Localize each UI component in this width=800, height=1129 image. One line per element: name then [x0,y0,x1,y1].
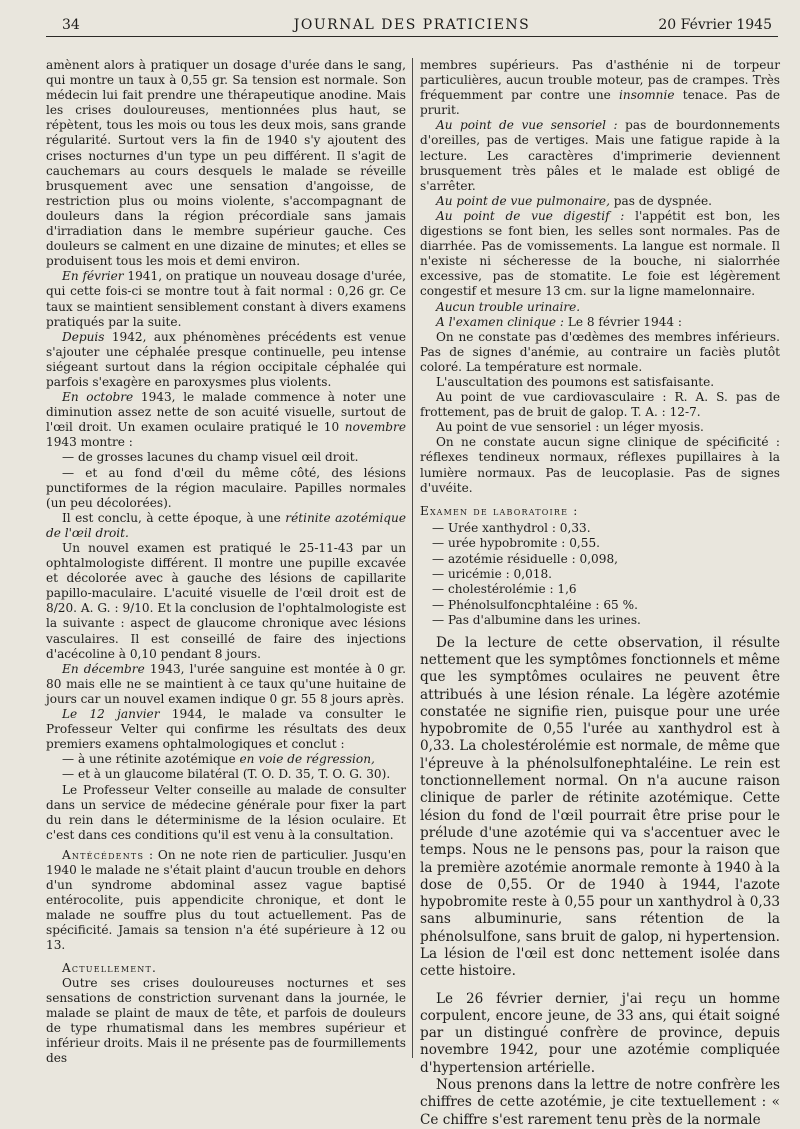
paragraph: Le Professeur Velter conseille au malade de consulter dans un service de médecine générale pour fixer la part du rein dans le déterminisme de la lésion oculaire. Et c'est dans ces conditions qu'il est venu à la consultation. [46,782,406,842]
paragraph [46,390,406,450]
date-lead: En octobre [62,390,134,405]
paragraph: Au point de vue cardiovasculaire : R. A. S. pas de frottement, pas de bruit de galop. T. A. : 12-7. [420,390,780,420]
list-item: — et au fond d'œil du même côté, des lésions punctiformes de la région maculaire. Papilles normales (un peu décolorées). [46,465,406,510]
paragraph-text: 1941, on pratique un nouveau dosage d'urée, qui cette fois-ci se montre tout à fait normal : 0,26 gr. Ce taux se maintient sensiblement constant à divers examens pratiqués par la suite. [46,269,407,329]
list-item: — et à un glaucome bilatéral (T. O. D. 35, T. O. G. 30). [62,767,391,782]
lab-result: — urée hypobromite : 0,55. [432,536,601,551]
paragraph: Outre ses crises douloureuses nocturnes et ses sensations de constriction survenant dans la journée, le malade se plaint de maux de tête, et parfois de douleurs de type rhumatismal dans les membres supérieur et inférieur droits. Mais il ne présente pas de fourmillements des [46,975,406,1066]
paragraph [46,848,406,954]
paragraph-text: 1943, le malade commence à noter une diminution assez nette de son acuité visuelle, surtout de l'œil droit. Un examen oculaire pratiqué le 10 [46,390,406,435]
issue-date: 20 Février 1945 [658,17,772,33]
page-header [46,14,778,37]
commentary-paragraph: Le 26 février dernier, j'ai reçu un homme corpulent, encore jeune, de 33 ans, qui était soigné par un distingué confrère de province, depuis novembre 1942, pour une azotémie compliquée d'hypertension artérielle. [420,990,780,1076]
subheading: Au point de vue sensoriel : [436,118,618,133]
paragraph-text: l'appétit est bon, les digestions se font bien, les selles sont normales. Pas de diarrhée. Pas de vomissements. La langue est normale. Il n'existe ni sécheresse de la bouche, ni sialorrhée excessive, pas de stomatite. Le foie est légèrement congestif et mesure 13 cm. sur la ligne mamelonnaire. [420,208,780,299]
paragraph-text: 1944, le malade va consulter le Professeur Velter qui confirme les résultats des deux premiers examens ophtalmologiques et conclut : [46,707,406,752]
date-lead: En décembre [62,661,145,676]
section-heading: Actuellement. [62,960,158,975]
journal-title: JOURNAL DES PRATICIENS [293,17,531,33]
spacer [420,981,780,991]
paragraph-text: 1942, aux phénomènes précédents est venue s'ajouter une céphalée presque continuelle, peu intense siégeant surtout dans la région occipitale céphalée qui parfois s'exagère en paroxysmes plus violents. [46,329,406,389]
subheading: A l'examen clinique : [436,314,564,329]
lab-result: — cholestérolémie : 1,6 [432,582,577,597]
emphasis: novembre [344,420,406,435]
emphasis: en voie de régression, [239,752,375,767]
paragraph-text: pas de bourdonnements d'oreilles, pas de vertiges. Mais une fatigue rapide à la lecture. Les caractères d'imprimerie deviennent brusquement très pâles et le malade est obligé de s'arrêter. [420,118,781,193]
lab-result: — Pas d'albumine dans les urines. [432,613,641,628]
date-lead: Le 12 janvier [62,707,160,722]
lab-result: — Urée xanthydrol : 0,33. [432,520,591,535]
date-lead: Depuis [62,329,105,344]
paragraph: amènent alors à pratiquer un dosage d'urée dans le sang, qui montre un taux à 0,55 gr. Sa tension est normale. Son médecin lui fait prendre une thérapeutique anodine. Mais les crises douloureuses, mentionnées plus haut, se répètent, tous les mois ou tous les deux mois, sans grande régularité. Surtout vers la fin de 1940 s'y ajoutent des crises nocturnes d'un type un peu différent. Il s'agit de cauchemars au cours desquels le malade se réveille brusquement avec une sensation d'angoisse, de restriction plus ou moins violente, s'accompagnant de douleurs dans la région précordiale sans jamais d'irradiation dans le membre supérieur gauche. Ces douleurs se calment en une dizaine de minutes; et elles se produisent tous les mois et demi environ. [46,58,406,269]
paragraph [46,707,406,752]
right-column [420,58,780,1129]
paragraph [420,315,780,330]
paragraph [46,662,406,707]
paragraph-text: 1943 montre : [46,435,133,450]
emphasis: insomnie [619,88,675,103]
paragraph [420,58,780,118]
paragraph: On ne constate pas d'œdèmes des membres inférieurs. Pas de signes d'anémie, au contraire un faciès plutôt coloré. La température est normale. [420,329,780,374]
emphasis: Aucun trouble urinaire. [436,299,581,314]
paragraph-text: Il est conclu, à cette époque, à une [62,510,286,525]
paragraph-text: tenace. Pas de prurit. [420,88,780,118]
commentary-paragraph: Nous prenons dans la lettre de notre confrère les chiffres de cette azotémie, je cite textuellement : « Ce chiffre s'est rarement tenu près de la normale [420,1077,780,1128]
paragraph [46,330,406,390]
paragraph-text: Le 8 février 1944 : [564,314,683,329]
paragraph-text: pas de dyspnée. [609,193,712,208]
lab-result: — uricémie : 0,018. [432,567,553,582]
list-item: — de grosses lacunes du champ visuel œil droit. [62,450,359,465]
section-heading: Examen de laboratoire : [420,503,579,518]
paragraph [420,209,780,300]
emphasis: rétinite azotémique de l'œil droit. [46,510,406,540]
paragraph: Un nouvel examen est pratiqué le 25-11-43 par un ophtalmologiste différent. Il montre une pupille excavée et décolorée avec à gauche des lésions de capillarite papillo-maculaire. L'acuité visuelle de l'œil droit est de 8/20. A. G. : 9/10. Et la conclusion de l'ophtalmologiste est la suivante : aspect de glaucome chronique avec lésions vasculaires. Il est conseillé de faire des injections d'acécoline à 0,10 pendant 8 jours. [46,541,406,661]
paragraph-text: membres supérieurs. Pas d'asthénie ni de torpeur particulières, aucun trouble moteur, pas de crampes. Très fréquemment par contre une [420,58,780,103]
paragraph-text: 1943, l'urée sanguine est montée à 0 gr. 80 mais elle ne se maintient à ce taux qu'une huitaine de jours car un nouvel examen indique 0 gr. 55 8 jours après. [46,661,406,706]
paragraph-text: — à une rétinite azotémique [62,752,240,767]
section-heading: Antécédents [62,847,145,862]
lab-results-list [432,521,780,629]
paragraph [46,511,406,541]
subheading: Au point de vue pulmonaire, [436,193,610,208]
list-item [46,752,406,767]
subheading: Au point de vue digestif : [436,208,625,223]
paragraph [420,300,780,315]
paragraph: L'auscultation des poumons est satisfaisante. [436,374,715,389]
paragraph [46,269,406,329]
paragraph [420,118,780,193]
lab-result: — Phénolsulfoncphtaléine : 65 %. [432,597,638,612]
column-divider [412,58,413,1058]
paragraph: On ne constate aucun signe clinique de spécificité : réflexes tendineux normaux, réflexes pupillaires à la lumière normaux. Pas de leucoplasie. Pas de signes d'uvéite. [420,435,780,495]
paragraph: Au point de vue sensoriel : un léger myosis. [436,420,704,435]
page-number: 34 [62,17,80,33]
date-lead: En février [62,269,124,284]
lab-result: — azotémie résiduelle : 0,098, [432,551,618,566]
paragraph [420,194,780,209]
left-column [46,58,406,1066]
commentary-paragraph: De la lecture de cette observation, il résulte nettement que les symptômes fonctionnels et même que les symptômes oculaires ne peuvent être attribués à une lésion rénale. La légère azotémie constatée ne signifie rien, puisque pour une urée hypobromite de 0,55 l'urée au xanthydrol est à 0,33. La cholestérolémie est normale, de même que l'épreuve à la phénolsulfonephtaléine. Le rein est tonctionnellement normal. On n'a aucune raison clinique de parler de rétinite azotémique. Cette lésion du fond de l'œil pourrait être prise pour le prélude d'une azotémie qui va s'accentuer avec le temps. Nous ne le pensons pas, pour la raison que la première azotémie anormale remonte à 1940 à la dose de 0,55. Or de 1940 à 1944, l'azote hypobromite reste à 0,55 pour un xanthydrol à 0,33 sans albuminurie, sans rétention de la phénolsulfone, sans bruit de galop, ni hypertension. La lésion de l'œil est donc nettement isolée dans cette histoire. [420,634,780,980]
paragraph-text: : On ne note rien de particulier. Jusqu'en 1940 le malade ne s'était plaint d'aucun trouble en dehors d'un syndrome abdominal assez vague baptisé entérocolite, puis appendicite chronique, et dont le malade ne souffre plus du tout actuellement. Pas de spécificité. Jamais sa tension n'a été supérieure à 12 ou 13. [46,847,406,953]
